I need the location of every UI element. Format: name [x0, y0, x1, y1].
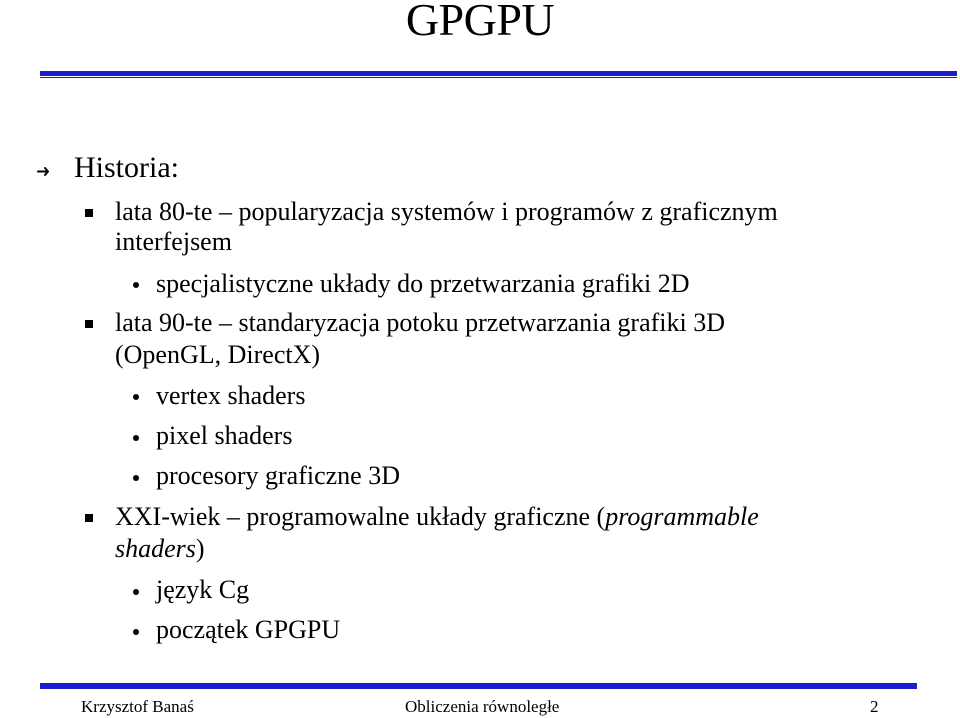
footer-author: Krzysztof Banaś: [81, 697, 194, 716]
sub-list-item: język Cg: [156, 575, 250, 604]
title-rule-thin: [40, 77, 957, 78]
sub-list-item: początek GPGPU: [156, 615, 341, 644]
dot-bullet-icon: [133, 394, 139, 400]
dot-bullet-icon: [133, 475, 139, 481]
list-item-emphasis: programmable: [605, 502, 759, 531]
square-bullet-icon: [85, 514, 93, 522]
footer-page-number: 2: [870, 697, 879, 716]
list-item-text: XXI-wiek – programowalne układy graficzne (: [115, 502, 606, 531]
title-rule: [40, 71, 957, 78]
list-item-line: lata 90-te – standaryzacja potoku przetwarzania grafiki 3D: [115, 308, 725, 337]
footer-course: Obliczenia równoległe: [405, 697, 560, 716]
sub-list-item: specjalistyczne układy do przetwarzania grafiki 2D: [156, 269, 690, 298]
list-item-text: ): [195, 534, 205, 563]
list-item-line: [115, 534, 205, 564]
list-item-emphasis: shaders: [115, 534, 196, 563]
list-item-line: lata 80-te – popularyzacja systemów i programów z graficznym: [115, 197, 778, 226]
dot-bullet-icon: [133, 589, 139, 595]
dot-bullet-icon: [133, 435, 139, 441]
section-heading: Historia:: [74, 151, 179, 184]
square-bullet-icon: [85, 209, 93, 217]
list-item-line: [115, 502, 759, 532]
sub-list-item: pixel shaders: [156, 421, 293, 450]
sub-list-item: vertex shaders: [156, 381, 306, 410]
title-rule-thick: [40, 71, 957, 76]
page-title: GPGPU: [405, 0, 555, 45]
arrow-icon-shape: [38, 168, 48, 175]
dot-bullet-icon: [133, 282, 139, 288]
footer-rule: [40, 683, 917, 689]
list-item-line: interfejsem: [115, 227, 232, 256]
dot-bullet-icon: [133, 629, 139, 635]
sub-list-item: procesory graficzne 3D: [156, 461, 400, 490]
list-item-line: (OpenGL, DirectX): [115, 340, 321, 369]
square-bullet-icon: [85, 320, 93, 328]
arrow-icon: [37, 163, 53, 177]
